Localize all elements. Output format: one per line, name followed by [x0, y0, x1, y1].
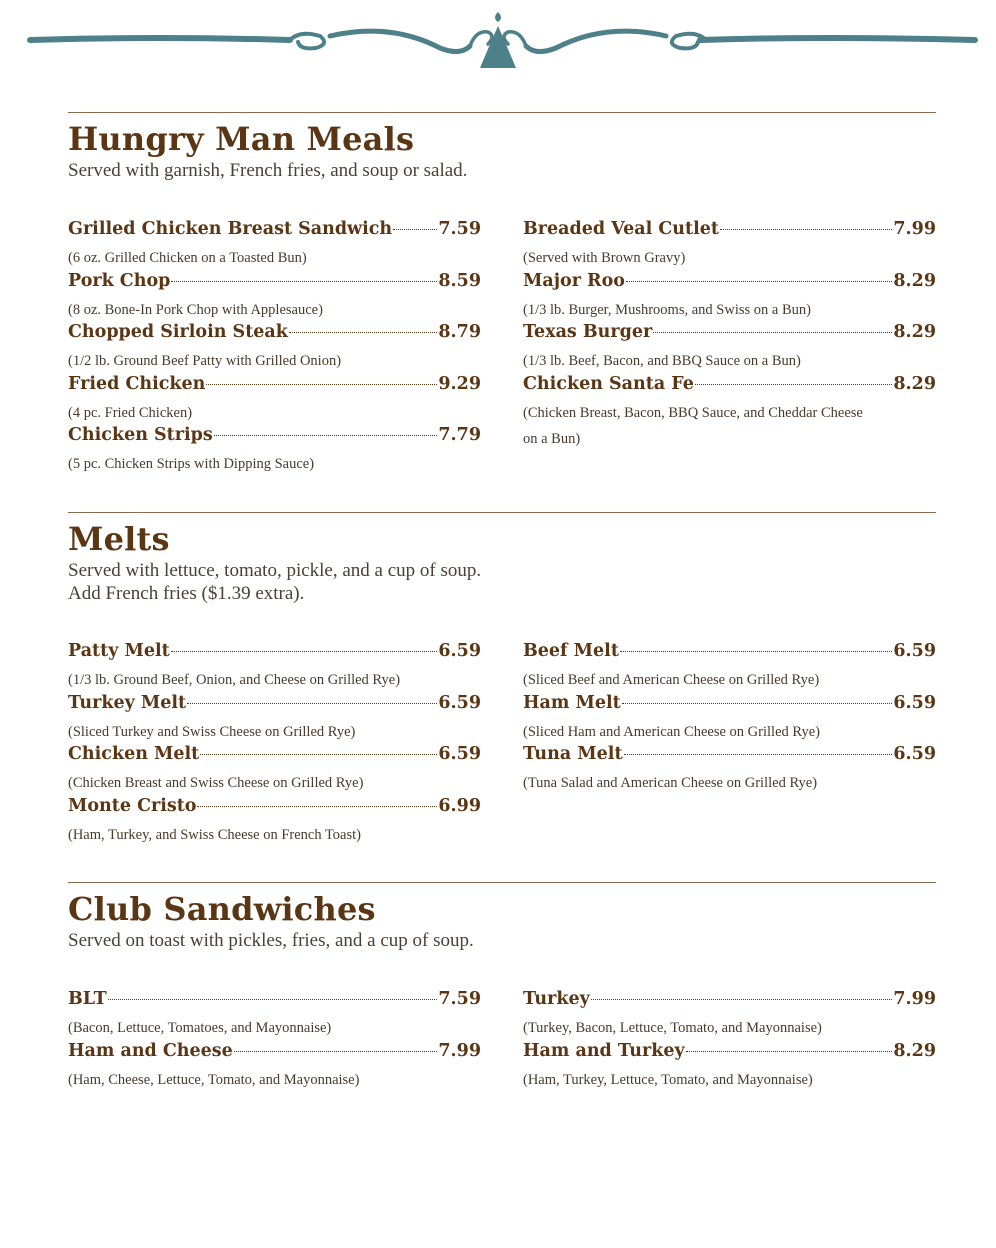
menu-item: [523, 1041, 936, 1093]
menu-item-description: (Turkey, Bacon, Lettuce, Tomato, and Mayonnaise): [523, 1020, 822, 1036]
menu-item-description: (Served with Brown Gravy): [523, 250, 686, 266]
menu-item: [68, 641, 481, 693]
leader-dots: [200, 754, 437, 755]
menu-item-name: BLT: [68, 989, 107, 1009]
menu-item-name: Pork Chop: [68, 270, 171, 291]
menu-item-description: (1/3 lb. Ground Beef, Onion, and Cheese on Grilled Rye): [68, 672, 401, 688]
menu-item-price: 7.99: [893, 989, 936, 1009]
menu-item-name: Texas Burger: [523, 322, 653, 342]
menu-item: [68, 744, 481, 796]
section-subtitle: Served with lettuce, tomato, pickle, and a cup of soup.: [68, 560, 482, 581]
menu-item-description: (Chicken Breast, Bacon, BBQ Sauce, and Cheddar Cheese: [523, 404, 863, 421]
menu-item-name: Turkey: [523, 989, 590, 1009]
leader-dots: [171, 651, 438, 652]
menu-item-name: Turkey Melt: [68, 692, 187, 713]
leader-dots: [197, 806, 437, 807]
menu-item-name: Grilled Chicken Breast Sandwich: [68, 219, 393, 239]
section-melts: [68, 512, 936, 862]
leader-dots: [622, 703, 893, 704]
menu-item: [523, 744, 936, 796]
leader-dots: [171, 281, 437, 282]
menu-item: [523, 219, 936, 271]
menu-item-name: Monte Cristo: [68, 795, 197, 816]
menu-column-left: [68, 641, 481, 847]
section-title: Club Sandwiches: [68, 890, 376, 928]
leader-dots: [393, 229, 437, 230]
leader-dots: [720, 229, 892, 230]
menu-item-name: Major Roo: [523, 270, 625, 291]
menu-column-right: [523, 641, 936, 796]
menu-item-description: (Chicken Breast and Swiss Cheese on Grilled Rye): [68, 775, 364, 791]
section-subtitle: Served with garnish, French fries, and soup or salad.: [68, 160, 468, 181]
scroll-flourish-icon: [0, 0, 996, 80]
menu-item-name: Chicken Santa Fe: [523, 373, 694, 394]
menu-item-name: Breaded Veal Cutlet: [523, 219, 719, 239]
menu-item-price: 6.59: [438, 744, 481, 764]
section-club-sandwiches: [68, 882, 936, 1112]
menu-item-description: (Ham, Cheese, Lettuce, Tomato, and Mayonnaise): [68, 1071, 360, 1088]
menu-item-price: 6.99: [438, 795, 481, 816]
menu-item-price: 6.59: [893, 692, 936, 713]
leader-dots: [289, 332, 438, 333]
menu-item-description: (Tuna Salad and American Cheese on Grilled Rye): [523, 775, 818, 791]
menu-item: [523, 271, 936, 323]
menu-item: [68, 374, 481, 426]
menu-item-description: (1/3 lb. Burger, Mushrooms, and Swiss on a Bun): [523, 301, 811, 318]
menu-item: [68, 322, 481, 374]
section-title: Melts: [68, 520, 170, 558]
menu-item-description: (Bacon, Lettuce, Tomatoes, and Mayonnaise): [68, 1020, 332, 1036]
menu-item-name: Fried Chicken: [68, 373, 206, 394]
menu-item: [68, 271, 481, 323]
menu-item-description-cont: on a Bun): [523, 430, 581, 447]
menu-item-description: (1/2 lb. Ground Beef Patty with Grilled Onion): [68, 353, 342, 369]
menu-column-right: [523, 219, 936, 452]
menu-item-name: Ham and Cheese: [68, 1040, 233, 1061]
menu-item-description: (8 oz. Bone-In Pork Chop with Applesauce): [68, 301, 323, 318]
menu-item-price: 6.59: [438, 641, 481, 661]
menu-item-name: Patty Melt: [68, 641, 170, 661]
menu-item-price: 6.59: [893, 641, 936, 661]
section-subtitle-line2: Add French fries ($1.39 extra).: [68, 583, 305, 604]
menu-item-price: 6.59: [438, 692, 481, 713]
menu-item-name: Tuna Melt: [523, 744, 623, 764]
menu-item-name: Ham Melt: [523, 692, 621, 713]
menu-item: [523, 989, 936, 1041]
leader-dots: [620, 651, 892, 652]
menu-item-description: (Ham, Turkey, Lettuce, Tomato, and Mayonnaise): [523, 1071, 813, 1088]
menu-item-price: 8.29: [893, 270, 936, 291]
leader-dots: [686, 1051, 893, 1052]
menu-item-price: 8.79: [438, 322, 481, 342]
menu-item: [523, 322, 936, 374]
leader-dots: [108, 999, 438, 1000]
menu-item-description: (6 oz. Grilled Chicken on a Toasted Bun): [68, 250, 307, 266]
menu-item: [523, 641, 936, 693]
leader-dots: [695, 384, 893, 385]
leader-dots: [626, 281, 892, 282]
leader-dots: [234, 1051, 438, 1052]
menu-item-price: 8.59: [438, 270, 481, 291]
menu-item: [68, 989, 481, 1041]
menu-item-description: (Sliced Ham and American Cheese on Grilled Rye): [523, 723, 820, 740]
leader-dots: [214, 435, 438, 436]
menu-item: [68, 693, 481, 745]
menu-item-price: 7.79: [438, 425, 481, 445]
menu-item-description: (1/3 lb. Beef, Bacon, and BBQ Sauce on a Bun): [523, 353, 801, 369]
menu-item-description: (Sliced Beef and American Cheese on Grilled Rye): [523, 672, 820, 688]
section-subtitle: Served on toast with pickles, fries, and a cup of soup.: [68, 930, 474, 951]
menu-item-price: 8.29: [893, 373, 936, 394]
menu-column-right: [523, 989, 936, 1092]
menu-item-price: 8.29: [893, 322, 936, 342]
menu-item: [68, 1041, 481, 1093]
leader-dots: [624, 754, 893, 755]
menu-item-price: 8.29: [893, 1040, 936, 1061]
menu-item-price: 7.99: [438, 1040, 481, 1061]
menu-item-description: (Ham, Turkey, and Swiss Cheese on French Toast): [68, 826, 361, 843]
section-divider: [68, 882, 936, 883]
menu-item-price: 7.59: [438, 989, 481, 1009]
menu-item-price: 6.59: [893, 744, 936, 764]
menu-item: [68, 219, 481, 271]
section-hungry-man-meals: [68, 112, 936, 492]
menu-item-price: 9.29: [438, 373, 481, 394]
menu-item: [523, 693, 936, 745]
leader-dots: [653, 332, 892, 333]
menu-item-description: (5 pc. Chicken Strips with Dipping Sauce): [68, 456, 315, 472]
menu-item-description: (4 pc. Fried Chicken): [68, 404, 193, 421]
menu-item-price: 7.59: [438, 219, 481, 239]
menu-item-name: Chicken Melt: [68, 744, 200, 764]
menu-column-left: [68, 219, 481, 477]
menu-item: [523, 374, 936, 452]
menu-item-name: Beef Melt: [523, 641, 619, 661]
menu-column-left: [68, 989, 481, 1092]
menu-item-name: Chopped Sirloin Steak: [68, 322, 288, 342]
section-divider: [68, 512, 936, 513]
menu-item-name: Chicken Strips: [68, 425, 213, 445]
leader-dots: [591, 999, 893, 1000]
menu-item-price: 7.99: [893, 219, 936, 239]
leader-dots: [206, 384, 437, 385]
section-divider: [68, 112, 936, 113]
section-title: Hungry Man Meals: [68, 120, 415, 158]
menu-item-description: (Sliced Turkey and Swiss Cheese on Grilled Rye): [68, 723, 356, 740]
menu-item: [68, 796, 481, 848]
leader-dots: [187, 703, 437, 704]
menu-item-name: Ham and Turkey: [523, 1040, 685, 1061]
menu-item: [68, 425, 481, 477]
